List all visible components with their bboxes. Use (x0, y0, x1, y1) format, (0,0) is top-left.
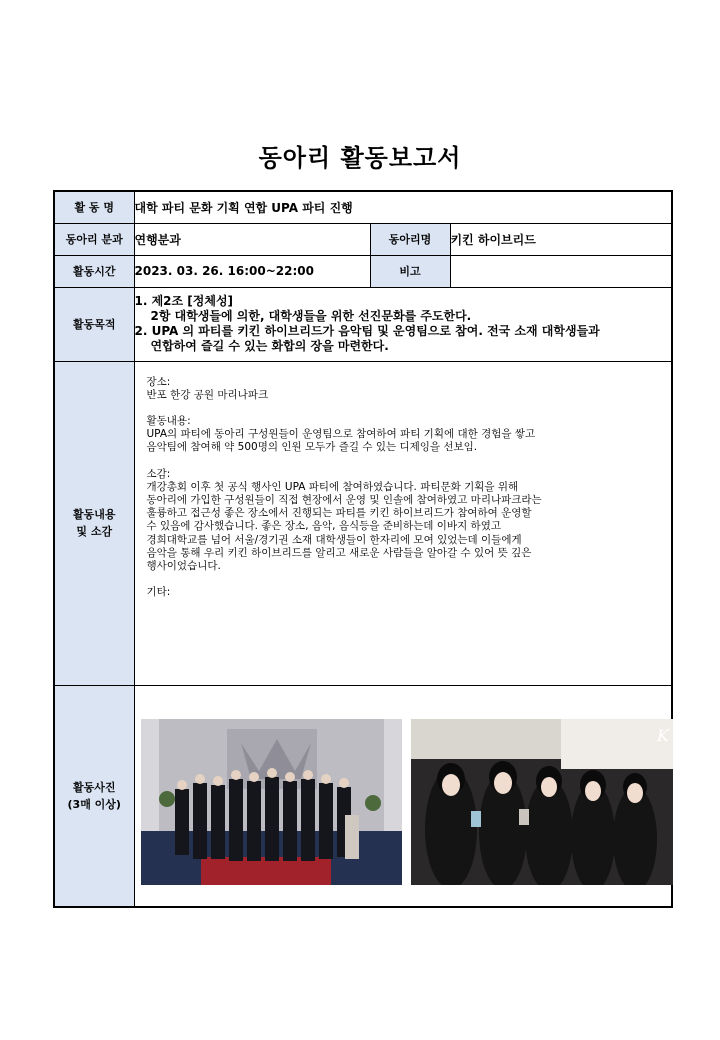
purpose-line: 2. UPA 의 파티를 키킨 하이브리드가 음악팀 및 운영팀으로 참여. 전국 소재 대학생들과 (134, 324, 600, 338)
impression-line: 개강총회 이후 첫 공식 행사인 UPA 파티에 참여하였습니다. 파티문화 기획을 위해 (146, 480, 519, 493)
purpose-label: 활동목적 (54, 287, 134, 361)
content-label-line: 활동내용 (72, 508, 116, 521)
impression-line: 경희대학교를 넘어 서울/경기권 소재 대학생들이 한자리에 모여 있었는데 이들에게 (146, 533, 522, 546)
club-category-label: 동아리 분과 (54, 223, 134, 255)
photos-label-line: 활동사진 (72, 780, 116, 794)
row-time (54, 255, 672, 287)
party-crowd-photo-art (411, 719, 673, 885)
impression-line: 행사이었습니다. (146, 559, 221, 572)
row-photos (54, 685, 672, 907)
purpose-value (134, 287, 672, 361)
row-club (54, 223, 672, 255)
purpose-line: 2항 대학생들에 의한, 대학생들을 위한 선진문화를 주도한다. (150, 309, 472, 323)
report-table (53, 190, 673, 908)
note-label: 비고 (370, 255, 450, 287)
content-label (54, 361, 134, 685)
row-activity-name (54, 191, 672, 223)
place-heading: 장소: (146, 375, 171, 388)
content-label-line: 및 소감 (76, 525, 113, 538)
photos-label-line: (3매 이상) (67, 797, 121, 811)
impression-line: 음악을 통해 우리 키킨 하이브리드를 알리고 새로운 사람들을 알아갈 수 있어 뜻 깊은 (146, 546, 532, 559)
club-category-value: 연행분과 (134, 223, 370, 255)
purpose-line: 연합하여 즐길 수 있는 화합의 장을 마련한다. (150, 339, 389, 353)
impression-heading: 소감: (146, 467, 171, 480)
impression-line: 동아리에 가입한 구성원들이 직접 현장에서 운영 및 인솔에 참여하였고 마리나파크라는 (146, 493, 542, 506)
club-name-value: 키킨 하이브리드 (450, 223, 672, 255)
activity-heading: 활동내용: (146, 414, 191, 427)
place-text: 반포 한강 공원 마리나파크 (146, 388, 269, 401)
note-value (450, 255, 672, 287)
photos-label (54, 685, 134, 907)
content-value (134, 361, 672, 685)
etc-heading: 기타: (146, 586, 171, 599)
group-photo-stage-art (141, 719, 402, 885)
photos-cell (134, 685, 672, 907)
activity-line: UPA의 파티에 동아리 구성원들이 운영팀으로 참여하여 파티 기획에 대한 경험을 쌓고 (146, 428, 536, 441)
impression-line: 훌륭하고 접근성 좋은 장소에서 진행되는 파티를 키킨 하이브리드가 참여하여 운영할 (146, 507, 532, 520)
impression-line: 수 있음에 감사했습니다. 좋은 장소, 음악, 음식등을 준비하는데 이바지 하였고 (146, 520, 501, 533)
row-content (54, 361, 672, 685)
activity-line: 음악팀에 참여해 약 500명의 인원 모두가 즐길 수 있는 디제잉을 선보임. (146, 441, 478, 454)
club-name-label: 동아리명 (370, 223, 450, 255)
activity-time-label: 활동시간 (54, 255, 134, 287)
activity-time-value: 2023. 03. 26. 16:00~22:00 (134, 255, 370, 287)
page-title: 동아리 활동보고서 (258, 144, 462, 172)
activity-name-label: 활 동 명 (54, 191, 134, 223)
svg-text:K: K (656, 725, 669, 745)
purpose-line: 1. 제2조 [정체성] (134, 294, 234, 308)
activity-name-value: 대학 파티 문화 기획 연합 UPA 파티 진행 (134, 191, 672, 223)
party-crowd-photo (411, 719, 673, 885)
group-photo-stage (141, 719, 402, 885)
row-purpose (54, 287, 672, 361)
